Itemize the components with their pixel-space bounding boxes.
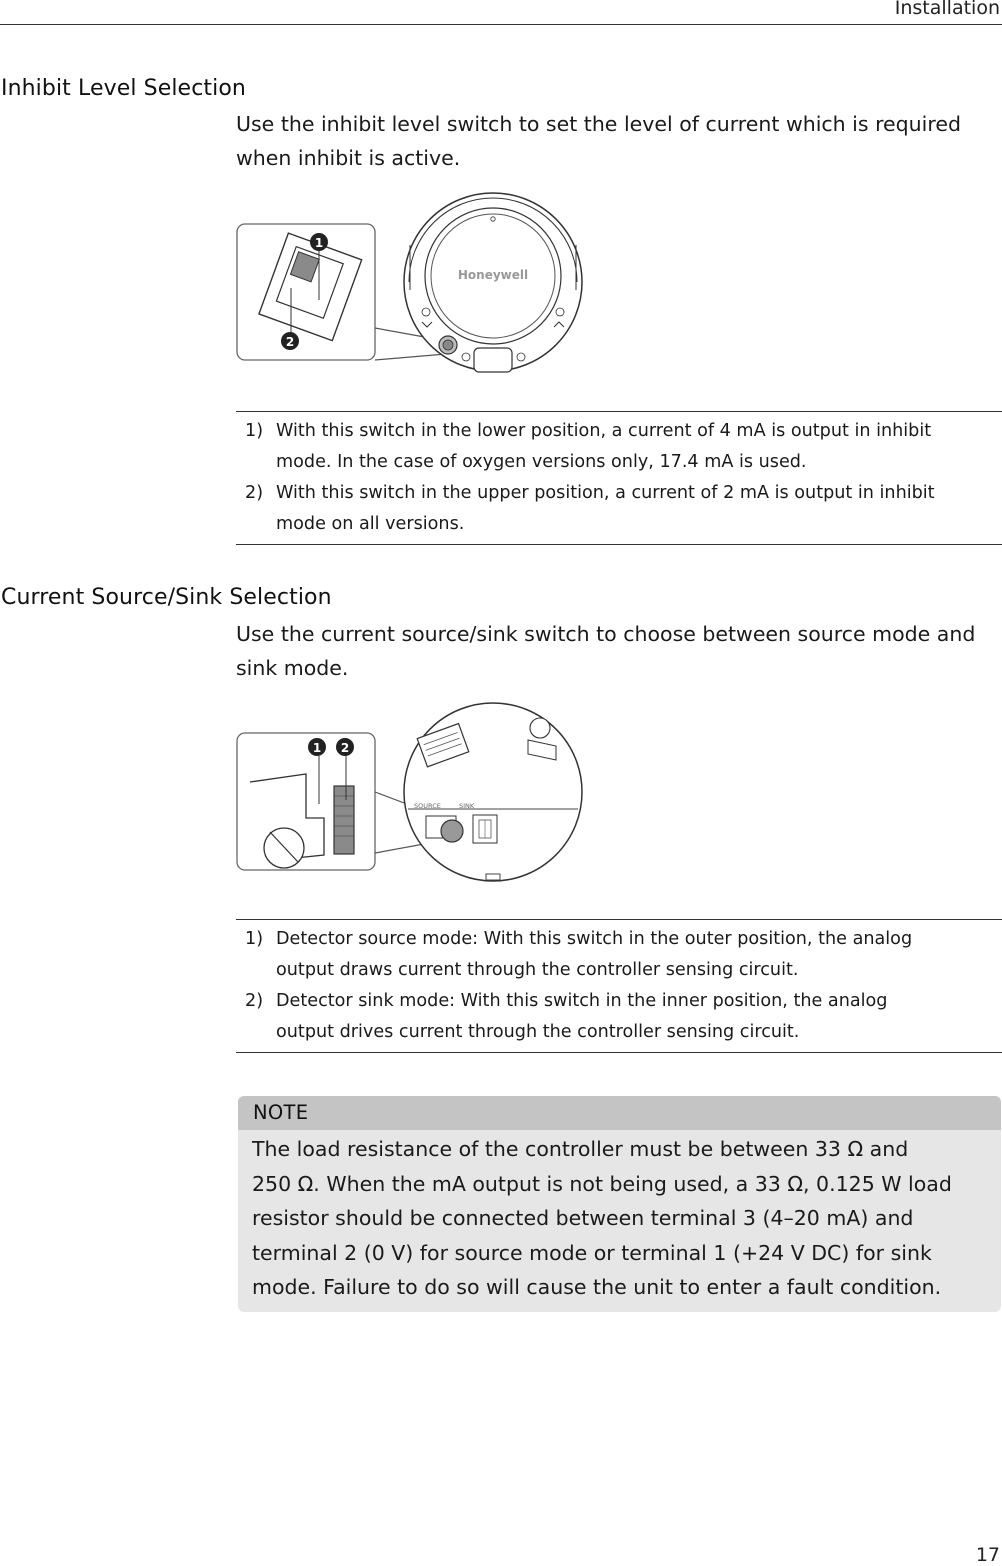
detector-connector xyxy=(474,348,512,372)
list-number: 1) xyxy=(245,929,264,949)
list-text-line: With this switch in the lower position, a current of 4 mA is output in inhibit xyxy=(276,421,932,441)
list-item xyxy=(236,986,1002,1048)
list-number: 1) xyxy=(245,421,264,441)
sink-label: SINK xyxy=(459,802,475,810)
intro-line: Use the current source/sink switch to choose between source mode and xyxy=(236,622,976,646)
list-text xyxy=(276,924,1002,986)
section-heading-source-sink: Current Source/Sink Selection xyxy=(1,585,332,610)
note-body xyxy=(238,1130,1001,1305)
intro-line: when inhibit is active. xyxy=(236,146,461,170)
list-text-line: output drives current through the controller sensing circuit. xyxy=(276,1022,800,1042)
page-number: 17 xyxy=(975,1544,1000,1566)
intro-line: sink mode. xyxy=(236,656,349,680)
callout-label: 1 xyxy=(314,236,324,250)
list-text-line: mode on all versions. xyxy=(276,514,465,534)
source-sink-callout-list xyxy=(236,919,1002,1053)
note-title: NOTE xyxy=(238,1096,1001,1130)
source-label: SOURCE xyxy=(414,802,441,810)
note-line: The load resistance of the controller must be between 33 Ω and xyxy=(252,1137,909,1161)
note-line: mode. Failure to do so will cause the unit to enter a fault condition. xyxy=(252,1275,942,1299)
list-number: 2) xyxy=(245,483,264,503)
brand-logo: Honeywell xyxy=(457,268,529,282)
detector-base xyxy=(404,703,582,881)
list-item xyxy=(236,416,1002,478)
inhibit-switch-figure xyxy=(236,190,586,380)
inhibit-callout-list xyxy=(236,411,1002,545)
list-text-line: Detector sink mode: With this switch in the inner position, the analog xyxy=(276,991,888,1011)
source-sink-switch-diagram xyxy=(236,700,586,886)
list-text xyxy=(276,416,1002,478)
note-box xyxy=(238,1096,1001,1312)
intro-line: Use the inhibit level switch to set the level of current which is required xyxy=(236,112,961,136)
list-text-line: Detector source mode: With this switch in the outer position, the analog xyxy=(276,929,913,949)
source-sink-switch-figure xyxy=(236,700,586,890)
note-line: 250 Ω. When the mA output is not being used, a 33 Ω, 0.125 W load xyxy=(252,1171,952,1196)
running-header: Installation xyxy=(894,0,1000,19)
header-rule xyxy=(0,24,1002,25)
list-text xyxy=(276,986,1002,1048)
list-text-line: With this switch in the upper position, a current of 2 mA is output in inhibit xyxy=(276,483,935,503)
list-text-line: output draws current through the controller sensing circuit. xyxy=(276,960,799,980)
callout-label: 2 xyxy=(340,741,350,755)
note-line: terminal 2 (0 V) for source mode or terminal 1 (+24 V DC) for sink xyxy=(252,1240,932,1265)
list-number: 2) xyxy=(245,991,264,1011)
inhibit-switch-diagram xyxy=(236,190,586,376)
source-sink-switch-location xyxy=(441,820,463,842)
list-item xyxy=(236,478,1002,540)
section-intro-inhibit xyxy=(236,107,1002,175)
section-heading-inhibit: Inhibit Level Selection xyxy=(1,76,246,101)
list-text xyxy=(276,478,1002,540)
note-line: resistor should be connected between terminal 3 (4–20 mA) and xyxy=(252,1206,914,1230)
list-item xyxy=(236,924,1002,986)
callout-label: 1 xyxy=(312,741,322,755)
callout-label: 2 xyxy=(285,335,295,349)
list-text-line: mode. In the case of oxygen versions only, 17.4 mA is used. xyxy=(276,452,807,472)
section-intro-source-sink xyxy=(236,617,1002,685)
